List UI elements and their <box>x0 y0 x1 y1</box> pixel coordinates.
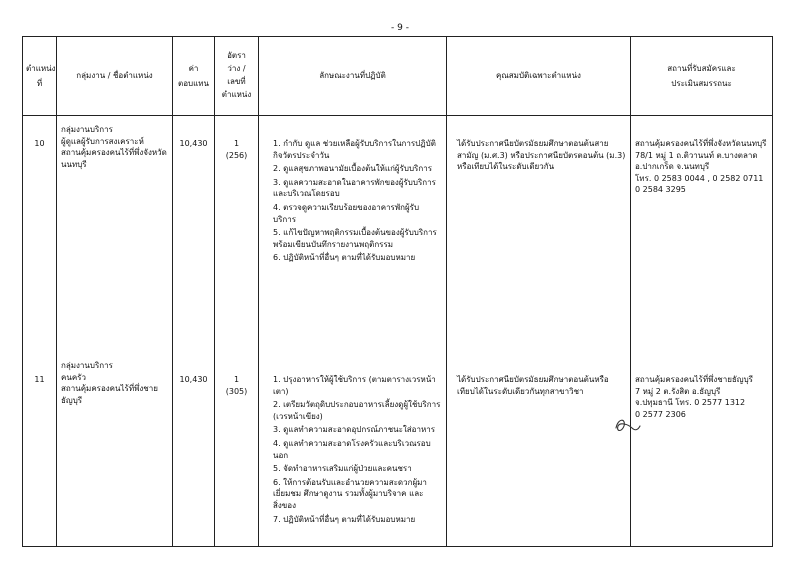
row-11-place-line-2: 7 หมู่ 2 ต.รังสิต อ.ธัญบุรี <box>635 386 721 396</box>
row-10-duty-3: 3. ดูแลความสะอาดในอาคารพักของผู้รับบริการและบริเวณโดยรอบ <box>273 177 436 199</box>
row-11-place-line-3: จ.ปทุมธานี โทร. 0 2577 1312 <box>635 398 746 408</box>
header-qualification-label: คุณสมบัติเฉพาะตำแหน่ง <box>496 71 581 81</box>
row-11-place-line-1: สถานคุ้มครองคนไร้ที่พึ่งชายธัญบุรี <box>635 375 753 384</box>
row-11-duty-5: 5. จัดทำอาหารเสริมแก่ผู้ป่วยและคนชรา <box>273 464 412 474</box>
row-10-no: 10 <box>34 139 45 148</box>
row-11-vacancy: 1 <box>233 375 240 384</box>
row-11-position-no: (305) <box>225 386 248 396</box>
row-10-group: กลุ่มงานบริการ <box>61 125 113 134</box>
row-11-duty-6: 6. ให้การต้อนรับและอำนวยความสะดวกผู้มาเยี่ยมชม ศึกษาดูงาน รวมทั้งผู้มาบริจาค และสิ่งของ <box>273 477 427 510</box>
row-10-place-line-3: อ.ปากเกร็ด จ.นนทบุรี <box>635 162 710 172</box>
row-11-duty-7: 7. ปฏิบัติหน้าที่อื่นๆ ตามที่ได้รับมอบหมาย <box>273 514 416 524</box>
header-vacancy-label: อัตรา ว่าง / เลขที่ ตำแหน่ง <box>221 51 252 99</box>
row-10-position: ผู้ดูแลผู้รับการสงเคราะห์ <box>61 136 144 146</box>
row-11-position: คนครัว <box>61 372 86 382</box>
table-row <box>23 116 773 547</box>
col-place <box>631 116 773 547</box>
header-place-label: สถานที่รับสมัครและ ประเมินสมรรถนะ <box>667 63 736 88</box>
row-10-duty-5: 5. แก้ไขปัญหาพฤติกรรมเบื้องต้นของผู้รับบริการพร้อมเขียนบันทึกรายงานพฤติกรรม <box>273 228 437 249</box>
col-qualification <box>447 116 631 547</box>
page-number: - 9 - <box>391 23 409 33</box>
row-10-unit: สถานคุ้มครองคนไร้ที่พึ่งจังหวัดนนทบุรี <box>61 148 167 169</box>
header-duties <box>259 37 447 116</box>
row-10-position-no: (256) <box>225 150 248 160</box>
table-header-row <box>23 37 773 116</box>
row-10-duty-1: 1. กำกับ ดูแล ช่วยเหลือผู้รับบริการในการปฏิบัติกิจวัตรประจำวัน <box>273 139 436 160</box>
header-group-position-label: กลุ่มงาน / ชื่อตำแหน่ง <box>76 71 153 81</box>
row-11-place-line-4: 0 2577 2306 <box>635 409 686 419</box>
row-11-pay: 10,430 <box>179 375 208 384</box>
row-11-qualification: ได้รับประกาศนียบัตรมัธยมศึกษาตอนต้นหรือเทียบได้ในระดับเดียวกันทุกสาขาวิชา <box>457 375 609 396</box>
header-vacancy <box>215 37 259 116</box>
row-11-unit: สถานคุ้มครองคนไร้ที่พึ่งชายธัญบุรี <box>61 384 158 405</box>
header-duties-label: ลักษณะงานที่ปฏิบัติ <box>319 71 386 81</box>
row-11-group: กลุ่มงานบริการ <box>61 361 113 370</box>
row-10-place-line-4: โทร. 0 2583 0044 , 0 2582 0711 <box>635 173 764 183</box>
header-pay <box>173 37 215 116</box>
row-10-place-line-1: สถานคุ้มครองคนไร้ที่พึ่งจังหวัดนนทบุรี <box>635 139 767 148</box>
header-pay-label: ค่า ตอบแทน <box>178 63 209 88</box>
header-no <box>23 37 57 116</box>
row-11-duty-1: 1. ปรุงอาหารให้ผู้ใช้บริการ (ตามตารางเวรหน้าเตา) <box>273 375 436 396</box>
col-group-position <box>57 116 173 547</box>
row-11-no: 11 <box>34 375 45 384</box>
col-duties <box>259 116 447 547</box>
positions-table <box>22 36 773 547</box>
row-10-duty-6: 6. ปฏิบัติหน้าที่อื่นๆ ตามที่ได้รับมอบหมาย <box>273 253 416 263</box>
col-vacancy <box>215 116 259 547</box>
row-11-duty-4: 4. ดูแลทำความสะอาดโรงครัวและบริเวณรอบนอก <box>273 438 431 460</box>
header-no-label: ตำแหน่ง ที่ <box>26 63 56 88</box>
row-10-place-line-2: 78/1 หมู่ 1 ถ.ติวานนท์ ต.บางตลาด <box>635 150 758 160</box>
signature-mark <box>612 412 642 438</box>
row-11-duty-3: 3. ดูแลทำความสะอาดอุปกรณ์ภาชนะใส่อาหาร <box>273 425 436 435</box>
row-10-qualification: ได้รับประกาศนียบัตรมัธยมศึกษาตอนต้นสายสามัญ (ม.ศ.3) หรือประกาศนียบัตรตอนต้น (ม.3) หรือเทียบได้ในระดับเดียวกัน <box>457 139 626 172</box>
header-place <box>631 37 773 116</box>
row-10-place-line-5: 0 2584 3295 <box>635 185 686 195</box>
row-10-duty-2: 2. ดูแลสุขภาพอนามัยเบื้องต้นให้แก่ผู้รับบริการ <box>273 164 432 174</box>
row-11-duty-2: 2. เตรียมวัตถุดิบประกอบอาหารเลี้ยงดูผู้ใช้บริการ (เวรหน้าเขียง) <box>273 400 441 421</box>
row-10-duty-4: 4. ตรวจดูความเรียบร้อยของอาคารพักผู้รับบริการ <box>273 202 420 224</box>
header-group-position <box>57 37 173 116</box>
row-10-pay: 10,430 <box>179 139 208 148</box>
col-pay <box>173 116 215 547</box>
header-qualification <box>447 37 631 116</box>
row-10-vacancy: 1 <box>233 139 240 148</box>
col-no <box>23 116 57 547</box>
